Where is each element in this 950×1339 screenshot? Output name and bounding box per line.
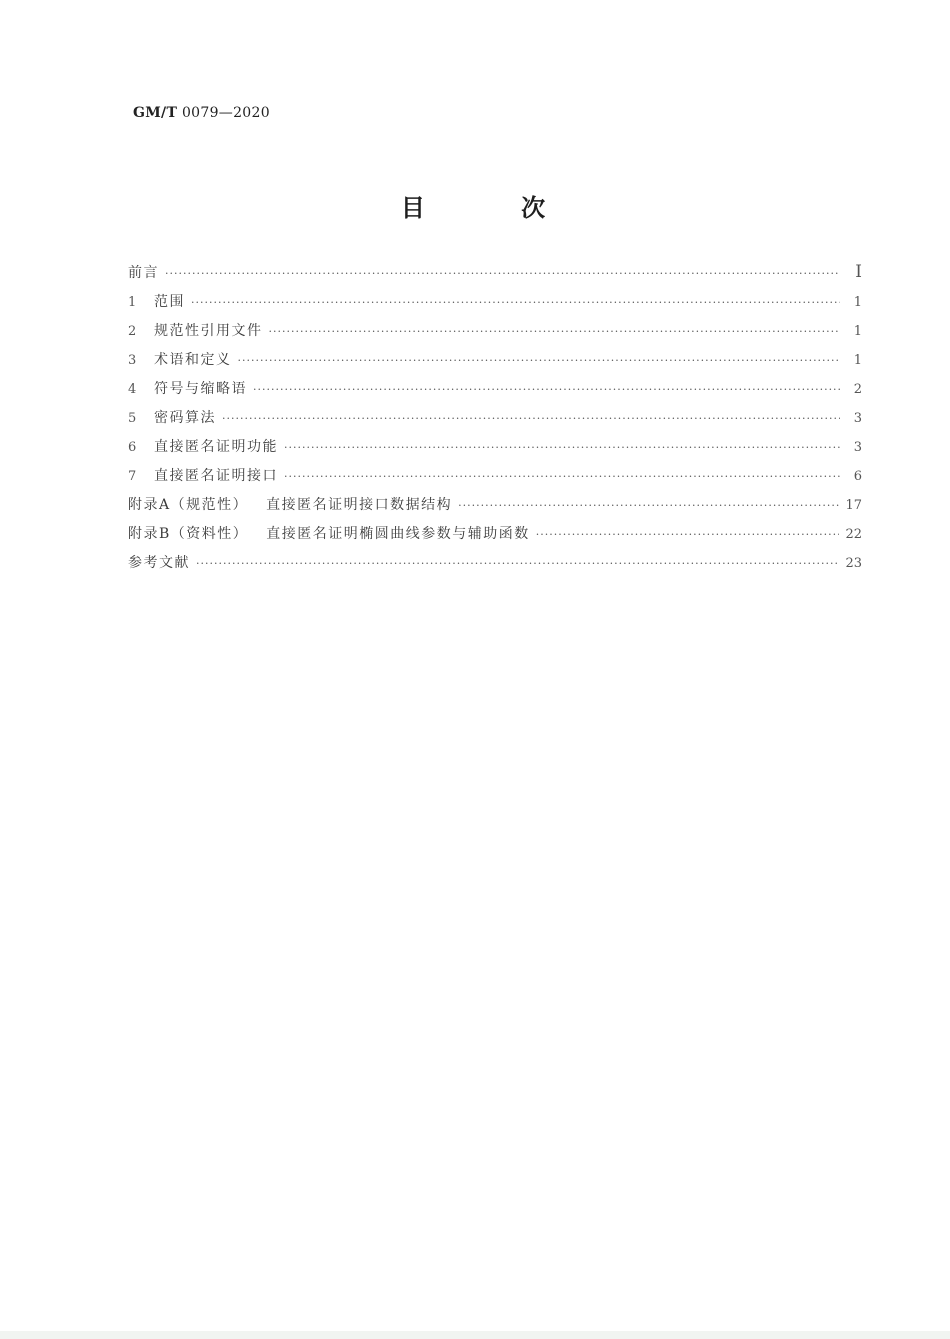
toc-entry-label: 规范性引用文件 [154, 323, 263, 339]
toc-entry-label: 范围 [154, 294, 185, 310]
toc-entry-label: 术语和定义 [154, 352, 232, 368]
toc-entry-label: 密码算法 [154, 410, 216, 426]
toc-entry-7[interactable] [128, 465, 862, 494]
page-header [133, 105, 270, 121]
toc-entry-page: 1 [853, 324, 862, 339]
toc-leader-dots [269, 325, 841, 338]
toc-entry-label [128, 523, 530, 543]
toc-leader-dots [458, 499, 839, 512]
toc-entry-4[interactable] [128, 378, 862, 407]
toc-entry-appendix-b[interactable] [128, 523, 862, 552]
appendix-title: 直接匿名证明椭圆曲线参数与辅助函数 [266, 526, 530, 542]
toc-entry-page: I [855, 262, 862, 282]
toc-entry-number: 7 [128, 469, 137, 484]
toc-entry-1[interactable] [128, 291, 862, 320]
toc-leader-dots [238, 354, 841, 367]
toc-leader-dots [165, 267, 840, 280]
toc-entry-5[interactable] [128, 407, 862, 436]
toc-entry-number: 2 [128, 324, 137, 339]
toc-entry-label: 参考文献 [128, 555, 190, 571]
toc-entry-number: 1 [128, 295, 137, 310]
toc-leader-dots [191, 296, 840, 309]
toc-entry-page: 22 [845, 527, 862, 542]
appendix-label: 附录B（资料性） [128, 526, 249, 542]
standard-number: 0079—2020 [181, 105, 270, 121]
toc-leader-dots [222, 412, 840, 425]
toc-leader-dots [253, 383, 840, 396]
toc-entry-foreword[interactable] [128, 262, 862, 291]
toc-entry-page: 6 [853, 469, 862, 484]
toc-leader-dots [284, 470, 840, 483]
toc-entry-number: 5 [128, 411, 137, 426]
toc-entry-references[interactable] [128, 552, 862, 581]
toc-entry-page: 1 [853, 295, 862, 310]
toc-entry-3[interactable] [128, 349, 862, 378]
toc-leader-dots [196, 557, 839, 570]
toc-leader-dots [284, 441, 840, 454]
toc-entry-6[interactable] [128, 436, 862, 465]
toc-title: 目 次 [400, 193, 590, 222]
toc-leader-dots [536, 528, 840, 541]
scan-bottom-edge [0, 1331, 950, 1339]
toc-entry-label: 符号与缩略语 [154, 381, 247, 397]
toc-entry-appendix-a[interactable] [128, 494, 862, 523]
toc-entry-number: 3 [128, 353, 137, 368]
toc-entry-label: 直接匿名证明接口 [154, 468, 278, 484]
toc-entry-label: 直接匿名证明功能 [154, 439, 278, 455]
toc-entry-page: 3 [853, 440, 862, 455]
toc-entry-number: 4 [128, 382, 137, 397]
toc-entry-page: 23 [845, 556, 862, 571]
toc-entry-label: 前言 [128, 265, 159, 281]
toc-entry-page: 2 [853, 382, 862, 397]
appendix-title: 直接匿名证明接口数据结构 [266, 497, 453, 513]
toc-entry-page: 3 [853, 411, 862, 426]
toc-entry-page: 1 [853, 353, 862, 368]
toc-entry-number: 6 [128, 440, 137, 455]
standard-prefix: GM/T [133, 105, 178, 121]
table-of-contents [128, 262, 862, 581]
appendix-label: 附录A（规范性） [128, 497, 249, 513]
toc-entry-2[interactable] [128, 320, 862, 349]
toc-entry-label [128, 494, 452, 514]
toc-entry-page: 17 [845, 498, 862, 513]
